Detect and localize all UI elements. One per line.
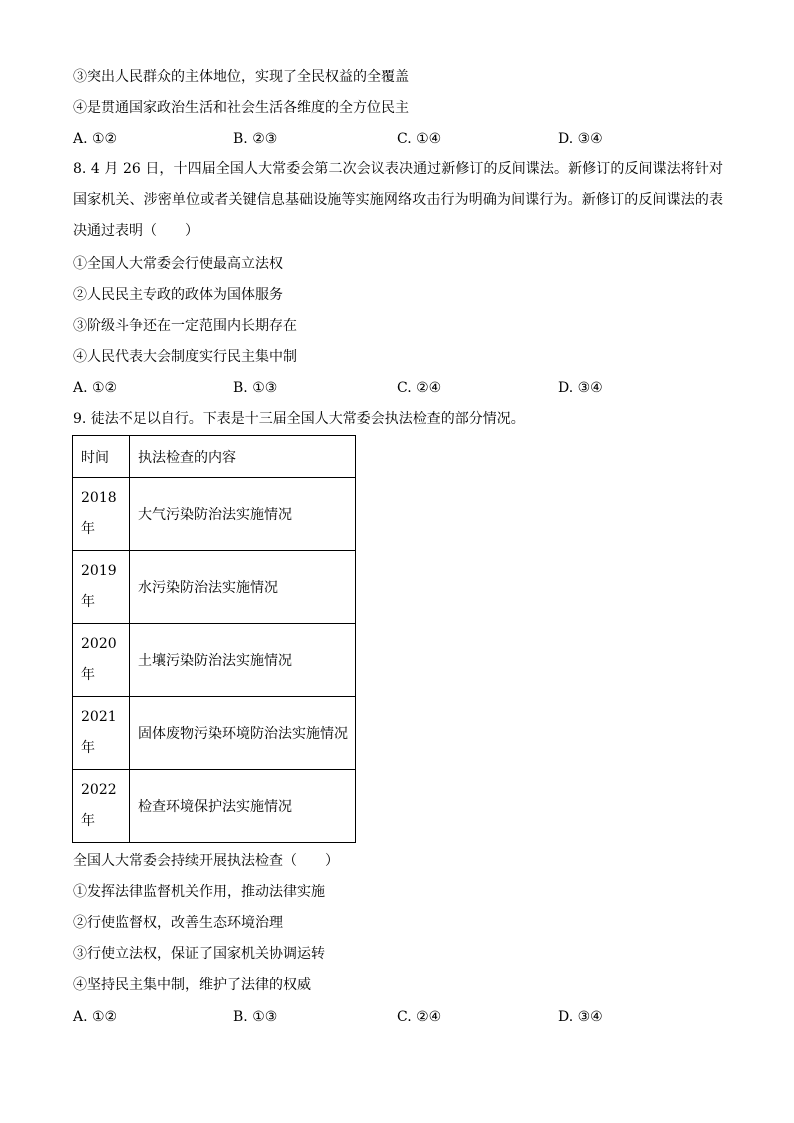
q9-item-2: ②行使监督权，改善生态环境治理: [73, 915, 283, 931]
table-cell-content: 土壤污染防治法实施情况: [130, 624, 356, 697]
q7-item-3: ③突出人民群众的主体地位，实现了全民权益的全覆盖: [73, 69, 409, 85]
q8-item-2: ②人民民主专政的政体为国体服务: [73, 287, 283, 303]
year-number: 2018: [81, 490, 117, 506]
q9-option-a[interactable]: A. ①②: [73, 1009, 118, 1025]
q9-item-3: ③行使立法权，保证了国家机关协调运转: [73, 946, 325, 962]
q9-item-4: ④坚持民主集中制，维护了法律的权威: [73, 977, 311, 993]
year-suffix: 年: [81, 740, 95, 756]
q7-option-d[interactable]: D. ③④: [558, 131, 603, 147]
q7-options: [73, 129, 733, 149]
year-number: 2019: [81, 563, 117, 579]
table-header-row: [73, 436, 356, 478]
year-suffix: 年: [81, 594, 95, 610]
table-header-content: 执法检查的内容: [130, 436, 356, 478]
q8-item-1: ①全国人大常委会行使最高立法权: [73, 256, 283, 272]
table-cell-content: 水污染防治法实施情况: [130, 551, 356, 624]
q7-option-b[interactable]: B. ②③: [233, 131, 278, 147]
table-row: [73, 770, 356, 843]
q9-option-b[interactable]: B. ①③: [233, 1009, 278, 1025]
table-cell-year: [73, 624, 130, 697]
q8-item-3: ③阶级斗争还在一定范围内长期存在: [73, 318, 297, 334]
q7-option-a[interactable]: A. ①②: [73, 131, 118, 147]
table-row: [73, 551, 356, 624]
q9-option-d[interactable]: D. ③④: [558, 1009, 603, 1025]
table-cell-content: 大气污染防治法实施情况: [130, 478, 356, 551]
q8-option-c[interactable]: C. ②④: [397, 380, 442, 396]
table-cell-year: [73, 770, 130, 843]
year-number: 2020: [81, 636, 117, 652]
q9-options: [73, 1007, 733, 1027]
table-header-time: 时间: [73, 436, 130, 478]
year-suffix: 年: [81, 813, 95, 829]
table-row: [73, 478, 356, 551]
q7-item-4: ④是贯通国家政治生活和社会生活各维度的全方位民主: [73, 100, 409, 116]
q7-option-c[interactable]: C. ①④: [397, 131, 442, 147]
q9-question: 全国人大常委会持续开展执法检查（ ）: [73, 853, 339, 869]
q9-option-c[interactable]: C. ②④: [397, 1009, 442, 1025]
table-row: [73, 624, 356, 697]
table-cell-content: 固体废物污染环境防治法实施情况: [130, 697, 356, 770]
q8-stem: 8. 4 月 26 日，十四届全国人大常委会第二次会议表决通过新修订的反间谍法。新修订的反间谍法将针对国家机关、涉密单位或者关键信息基础设施等实施网络攻击行为明确为间谍行为。新修订的反间谍法的表决通过表明（ ）: [73, 161, 723, 239]
year-suffix: 年: [81, 521, 95, 537]
table-row: [73, 697, 356, 770]
q8-item-4: ④人民代表大会制度实行民主集中制: [73, 349, 297, 365]
table-cell-year: [73, 478, 130, 551]
q9-item-1: ①发挥法律监督机关作用，推动法律实施: [73, 884, 325, 900]
year-suffix: 年: [81, 667, 95, 683]
q8-option-a[interactable]: A. ①②: [73, 380, 118, 396]
q8-option-b[interactable]: B. ①③: [233, 380, 278, 396]
year-number: 2022: [81, 782, 117, 798]
table-cell-year: [73, 697, 130, 770]
q9-stem: 9. 徒法不足以自行。下表是十三届全国人大常委会执法检查的部分情况。: [73, 411, 525, 427]
year-number: 2021: [81, 709, 117, 725]
q8-option-d[interactable]: D. ③④: [558, 380, 603, 396]
table-cell-year: [73, 551, 130, 624]
table-cell-content: 检查环境保护法实施情况: [130, 770, 356, 843]
law-enforcement-table: [72, 435, 356, 843]
q8-options: [73, 378, 733, 398]
